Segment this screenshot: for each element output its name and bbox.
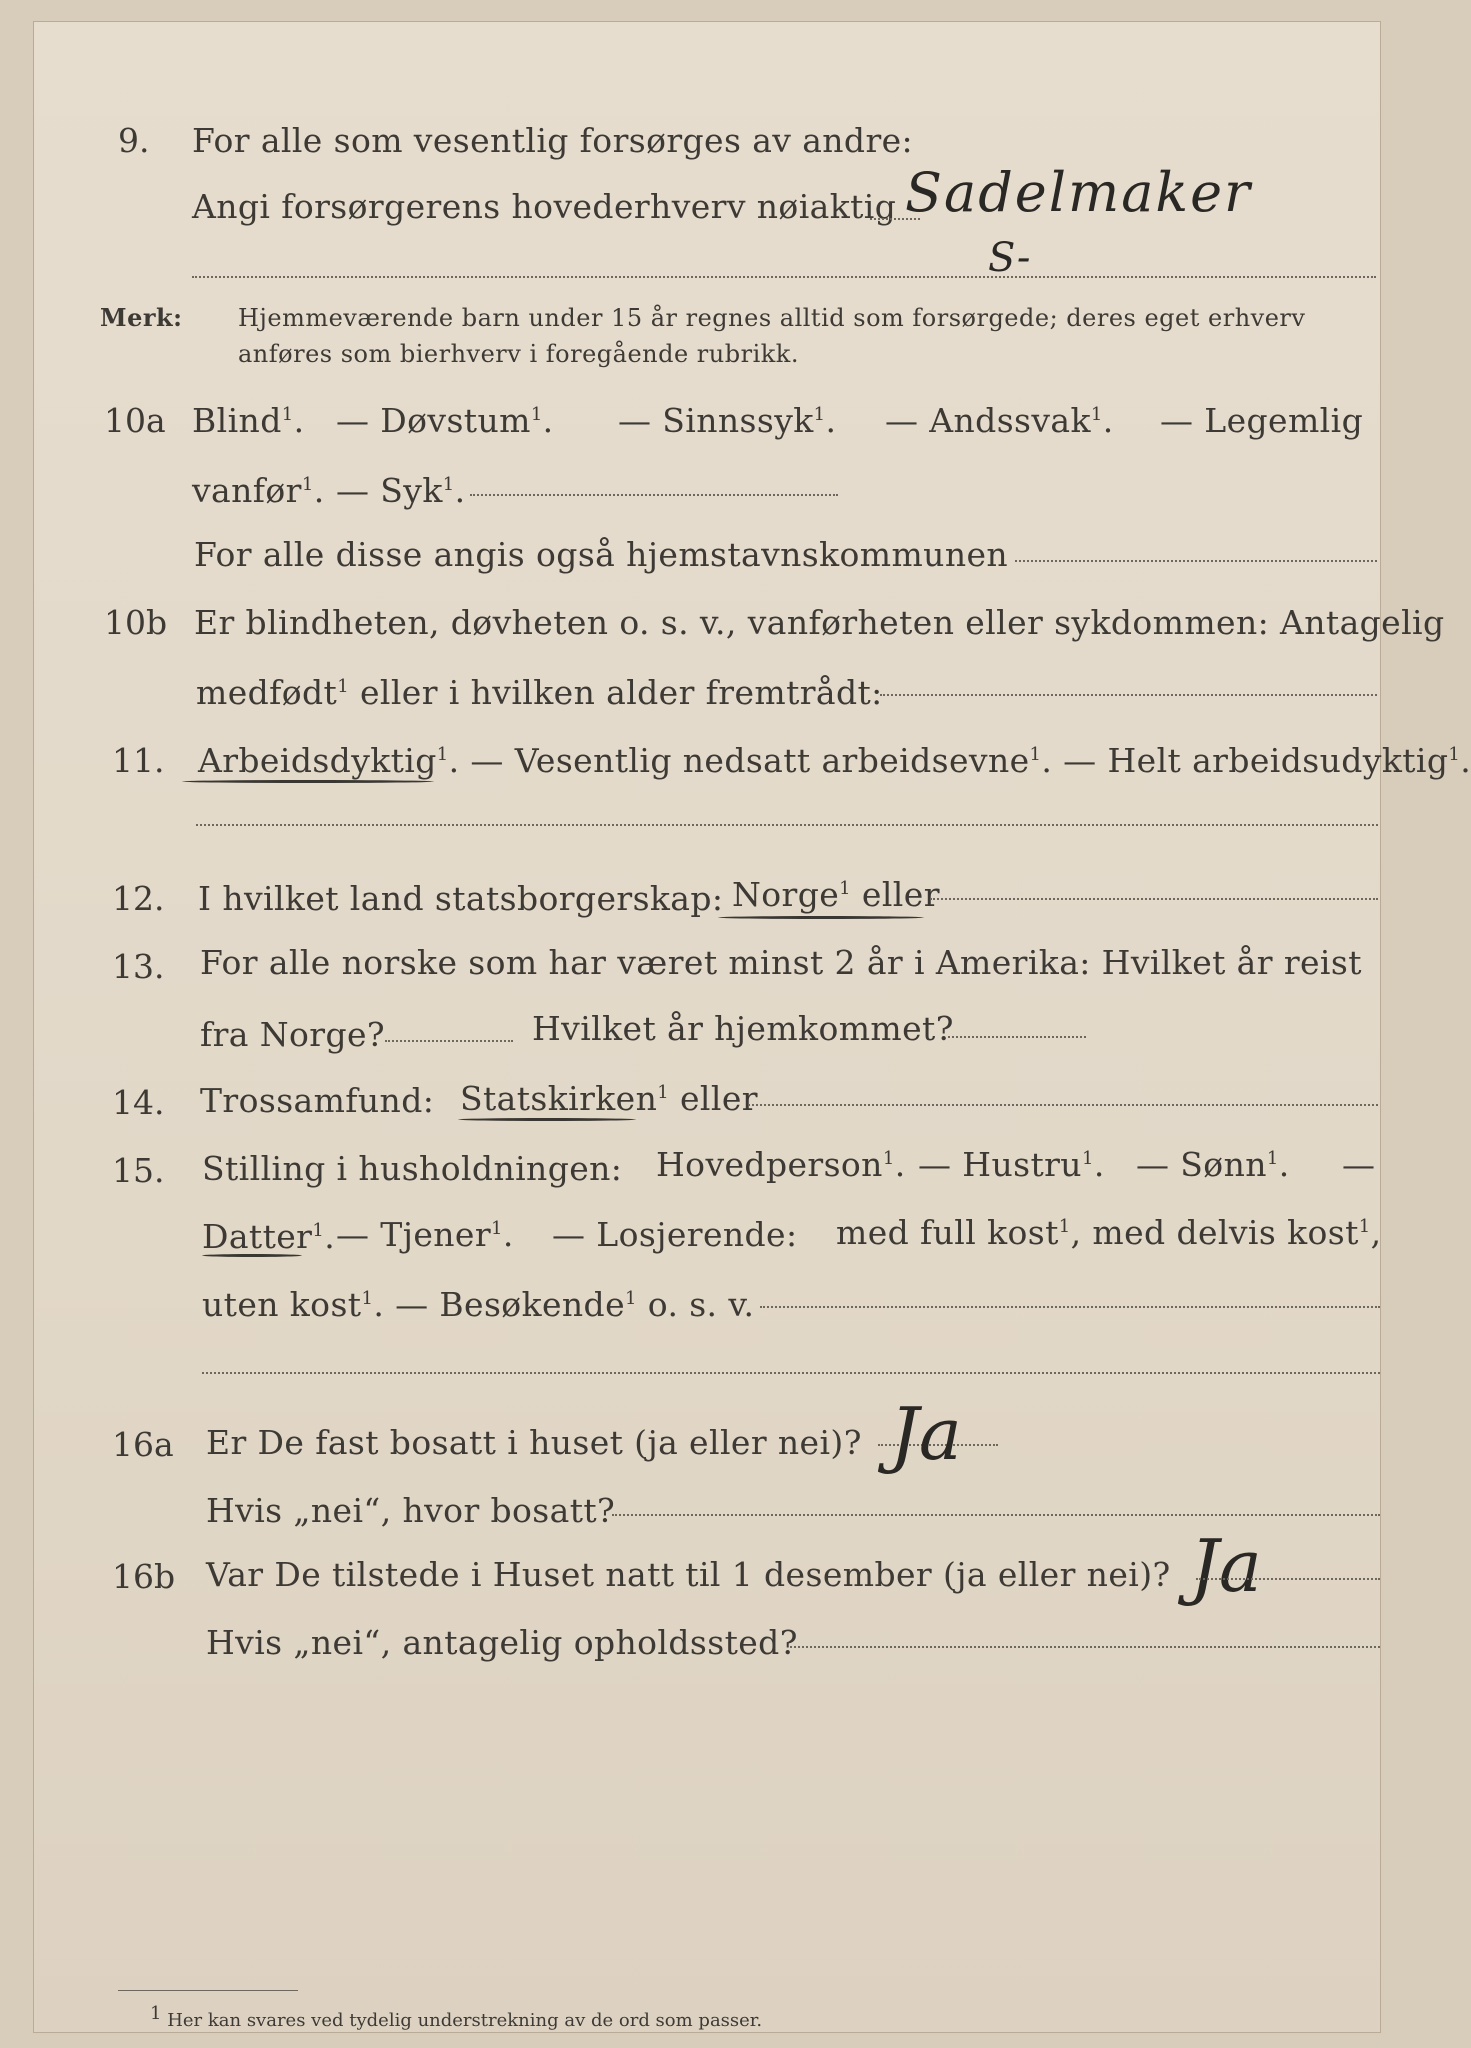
- item-number: 9.: [118, 121, 150, 160]
- item-number: 16a: [112, 1425, 174, 1464]
- footnote-marker: 1: [150, 2003, 162, 2024]
- answer-line: [1196, 1578, 1380, 1580]
- footnote-marker: 1: [1058, 1216, 1071, 1237]
- footnote-marker: 1: [1358, 1216, 1371, 1237]
- option-datter: Datter$^1$.: [202, 1217, 336, 1256]
- footnote-marker: 1: [337, 676, 350, 697]
- note-text: Hjemmeværende barn under 15 år regnes alltid som forsørgede; deres eget erhverv: [238, 304, 1306, 332]
- answer-line: [930, 898, 1378, 900]
- footnote-marker: 1: [625, 1288, 637, 1309]
- answer-line: [760, 1306, 1380, 1308]
- footnote-marker: 1: [1029, 744, 1042, 765]
- handwritten-answer: Ja: [1190, 1524, 1262, 1608]
- option-arbeidsdyktig: Arbeidsdyktig$^1$. — Vesentlig nedsatt arbeidsevne$^1$. — Helt arbeidsudyktig$^1$.: [198, 741, 1471, 780]
- answer-line: [790, 1646, 1380, 1648]
- dash: —: [1342, 1145, 1376, 1184]
- footnote-marker: 1: [657, 1082, 670, 1103]
- footnote-marker: 1: [312, 1220, 325, 1241]
- option-blind: Blind$^1$.: [192, 401, 305, 440]
- option-sinnssyk: — Sinnssyk$^1$.: [618, 401, 837, 440]
- option-vanfor: vanfør$^1$.: [192, 471, 325, 510]
- item-number: 10a: [104, 401, 166, 440]
- footnote-marker: 1: [491, 1218, 503, 1239]
- option-syk: — Syk$^1$.: [336, 471, 466, 510]
- question-text: For alle norske som har været minst 2 år i Amerika: Hvilket år reist: [200, 943, 1362, 982]
- option-andssvak: — Andssvak$^1$.: [885, 401, 1114, 440]
- item-number: 14.: [112, 1083, 165, 1122]
- note-text: anføres som bierhverv i foregående rubrikk.: [238, 340, 799, 368]
- item-number: 16b: [112, 1557, 176, 1596]
- item-number: 11.: [112, 741, 165, 780]
- underline-mark: [458, 1118, 636, 1121]
- footnote-marker: 1: [1266, 1148, 1279, 1169]
- answer-line: [948, 1036, 1086, 1038]
- option-dovstum: — Døvstum$^1$.: [336, 401, 554, 440]
- question-text: Hvis „nei“, antagelig opholdssted?: [206, 1623, 798, 1662]
- option-uten-kost: uten kost$^1$. — Besøkende$^1$ o. s. v.: [202, 1285, 755, 1324]
- option-medfodt: medfødt$^1$ eller i hvilken alder fremtrådt:: [196, 673, 883, 712]
- answer-line: [202, 1372, 1380, 1374]
- question-text: Er De fast bosatt i huset (ja eller nei)?: [206, 1423, 862, 1462]
- question-text: Stilling i husholdningen:: [202, 1149, 623, 1188]
- item-number: 12.: [112, 879, 165, 918]
- question-text: Er blindheten, døvheten o. s. v., vanførheten eller sykdommen: Antagelig: [194, 603, 1445, 642]
- option-statskirken: Statskirken$^1$ eller: [460, 1079, 758, 1118]
- item-number: 15.: [112, 1151, 165, 1190]
- footnote-marker: 1: [1090, 404, 1103, 425]
- handwritten-answer: S-: [988, 235, 1031, 281]
- footnote-marker: 1: [1448, 744, 1461, 765]
- option-legemlig: — Legemlig: [1160, 401, 1364, 440]
- question-text: For alle disse angis også hjemstavnskommunen: [194, 535, 1009, 574]
- option-losjerende: — Losjerende:: [552, 1215, 798, 1254]
- underline-mark: [182, 780, 434, 783]
- question-text: Var De tilstede i Huset natt til 1 desember (ja eller nei)?: [206, 1555, 1171, 1594]
- footnote-marker: 1: [882, 1148, 895, 1169]
- option-hustru: — Hustru$^1$.: [918, 1145, 1105, 1184]
- question-text: Hvis „nei“, hvor bosatt?: [206, 1491, 616, 1530]
- footnote-rule: [118, 1990, 298, 1991]
- underline-mark: [202, 1254, 302, 1257]
- item-number: 13.: [112, 947, 165, 986]
- answer-line: [1015, 560, 1377, 562]
- footnote-marker: 1: [839, 878, 852, 899]
- footnote-marker: 1: [1081, 1148, 1094, 1169]
- option-norge: Norge$^1$ eller: [732, 875, 940, 914]
- handwritten-answer: Ja: [890, 1392, 962, 1476]
- footnote-marker: 1: [301, 474, 314, 495]
- answer-line: [748, 1104, 1378, 1106]
- option-sonn: — Sønn$^1$.: [1136, 1145, 1290, 1184]
- option-tjener: — Tjener$^1$.: [336, 1215, 514, 1254]
- footnote-marker: 1: [442, 474, 455, 495]
- underline-mark: [718, 916, 924, 919]
- handwritten-answer: Sadelmaker: [905, 161, 1252, 224]
- footnote-marker: 1: [361, 1288, 374, 1309]
- answer-line: [385, 1040, 513, 1042]
- item-number: 10b: [104, 603, 168, 642]
- answer-line: [470, 494, 838, 496]
- question-text: Hvilket år hjemkommet?: [532, 1009, 954, 1048]
- question-text: I hvilket land statsborgerskap:: [198, 879, 724, 918]
- answer-line: [192, 276, 1376, 278]
- answer-line: [612, 1514, 1380, 1516]
- note-label: Merk:: [100, 303, 183, 332]
- question-text: fra Norge?: [200, 1015, 386, 1054]
- option-hovedperson: Hovedperson$^1$.: [656, 1145, 906, 1184]
- footnote-marker: 1: [281, 404, 294, 425]
- footnote-marker: 1: [436, 744, 449, 765]
- question-text: For alle som vesentlig forsørges av andre:: [192, 121, 914, 160]
- answer-line: [196, 824, 1378, 826]
- footnote-marker: 1: [530, 404, 543, 425]
- question-text: Angi forsørgerens hovederhverv nøiaktig: [192, 187, 897, 226]
- question-text: Trossamfund:: [200, 1081, 435, 1120]
- option-full-kost: med full kost$^1$, med delvis kost$^1$,: [836, 1213, 1382, 1252]
- footnote-marker: 1: [813, 404, 826, 425]
- answer-line: [880, 694, 1377, 696]
- footnote: $^1$ Her kan svares ved tydelig understrekning av de ord som passer.: [150, 2003, 763, 2031]
